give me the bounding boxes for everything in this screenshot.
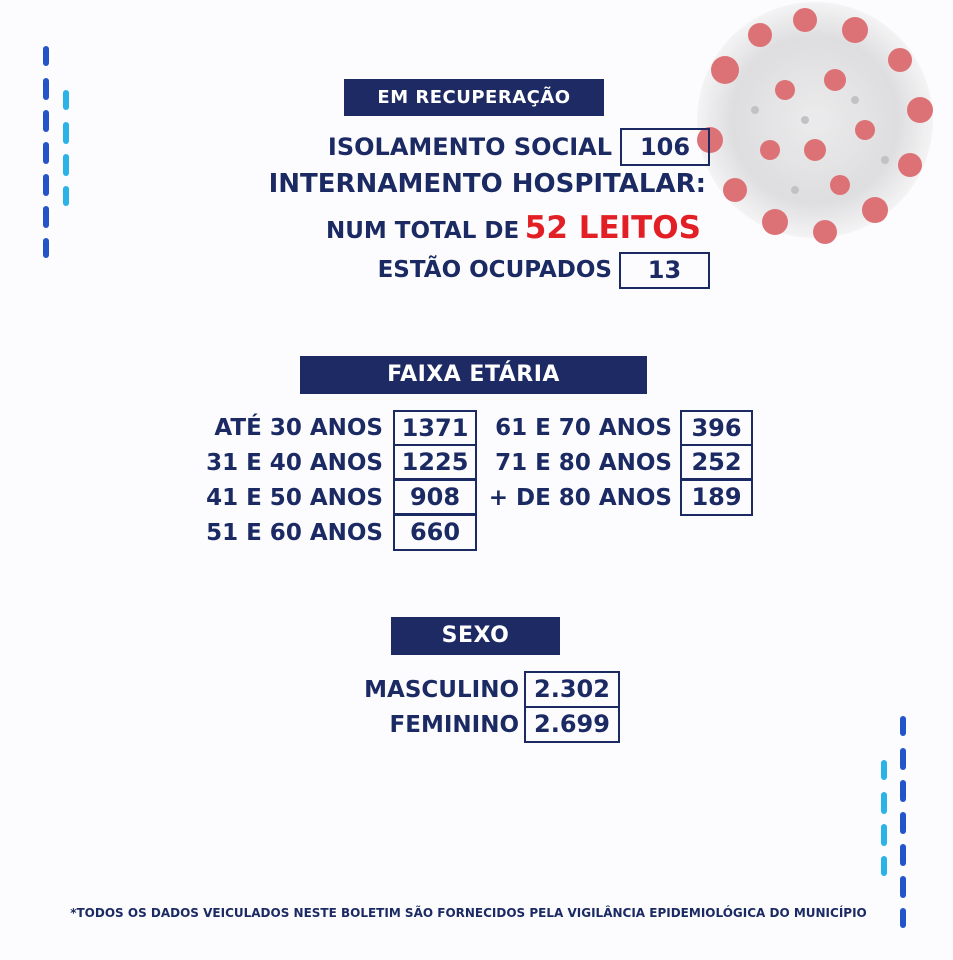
faixa-left-label-1: 31 E 40 ANOS bbox=[206, 450, 383, 476]
num-total-line bbox=[326, 210, 701, 246]
sexo-value-1: 2.699 bbox=[524, 706, 620, 743]
faixa-left-value-3: 660 bbox=[393, 514, 477, 551]
faixa-left-value-0: 1371 bbox=[393, 410, 477, 446]
isolamento-value: 106 bbox=[620, 128, 710, 166]
faixa-right-value-1: 252 bbox=[680, 444, 753, 480]
faixa-left-label-2: 41 E 50 ANOS bbox=[206, 485, 383, 511]
isolamento-label: ISOLAMENTO SOCIAL bbox=[327, 133, 612, 161]
ocupados-label: ESTÃO OCUPADOS bbox=[377, 257, 612, 283]
faixa-right-value-2: 189 bbox=[680, 479, 753, 516]
ocupados-value: 13 bbox=[619, 252, 710, 289]
faixa-right-value-0: 396 bbox=[680, 410, 753, 446]
sexo-value-0: 2.302 bbox=[524, 671, 620, 708]
faixa-right-label-1: 71 E 80 ANOS bbox=[495, 450, 672, 476]
sexo-label-0: MASCULINO bbox=[364, 677, 519, 703]
recuperacao-title: EM RECUPERAÇÃO bbox=[344, 79, 604, 116]
faixa-right-label-0: 61 E 70 ANOS bbox=[495, 415, 672, 441]
faixa-left-label-3: 51 E 60 ANOS bbox=[206, 520, 383, 546]
sexo-label-1: FEMININO bbox=[389, 712, 519, 738]
faixa-left-value-1: 1225 bbox=[393, 444, 477, 480]
faixa-title: FAIXA ETÁRIA bbox=[300, 356, 647, 394]
sexo-title: SEXO bbox=[391, 617, 560, 655]
faixa-right-label-2: + DE 80 ANOS bbox=[488, 485, 672, 511]
footer-note: *TODOS OS DADOS VEICULADOS NESTE BOLETIM SÃO FORNECIDOS PELA VIGILÂNCIA EPIDEMIOLÓGICA DO MUNICÍPIO bbox=[70, 906, 867, 920]
internamento-label: INTERNAMENTO HOSPITALAR: bbox=[268, 169, 706, 199]
num-total-value: 52 LEITOS bbox=[524, 210, 701, 246]
num-total-label: NUM TOTAL DE bbox=[325, 218, 520, 244]
faixa-left-label-0: ATÉ 30 ANOS bbox=[214, 415, 383, 441]
faixa-left-value-2: 908 bbox=[393, 479, 477, 515]
